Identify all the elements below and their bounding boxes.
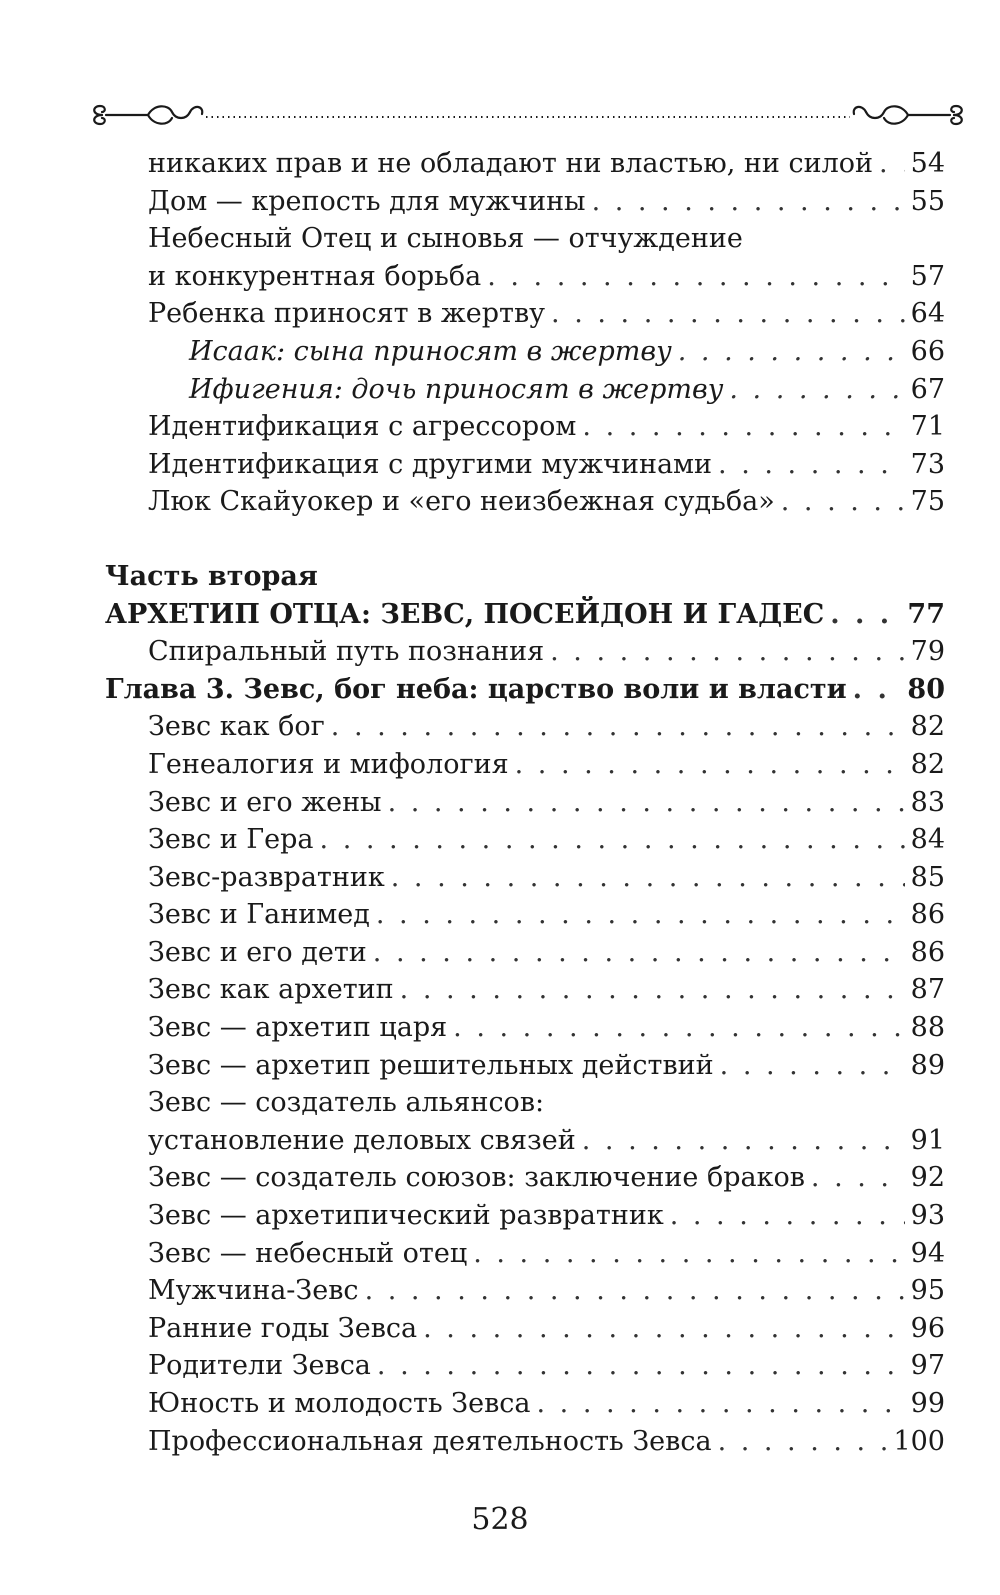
toc-entry-title: никаких прав и не обладают ни властью, ни силой: [148, 148, 873, 179]
dot-leader: [670, 1197, 905, 1235]
toc-entry-page: 83: [910, 786, 945, 818]
dot-leader: [515, 746, 905, 784]
toc-entry-title: Зевс — небесный отец: [148, 1237, 468, 1269]
dot-leader: [720, 1047, 905, 1085]
toc-entry-title: Профессиональная деятельность Зевса: [148, 1425, 712, 1457]
dot-leader: [592, 183, 905, 221]
toc-entry: [105, 1122, 945, 1160]
dot-leader: [718, 446, 905, 484]
dot-leader: [376, 896, 905, 934]
dot-leader: [331, 708, 905, 746]
toc-entry-title: АРХЕТИП ОТЦА: ЗЕВС, ПОСЕЙДОН И ГАДЕС: [105, 598, 825, 630]
toc-entry: [105, 183, 945, 221]
toc-entry: [105, 1047, 945, 1085]
toc-entry: [105, 446, 945, 484]
toc-entry-page: 97: [910, 1350, 945, 1382]
dot-leader: [320, 821, 905, 859]
toc-entry-page: 73: [910, 448, 945, 480]
toc-entry-page: 55: [910, 185, 945, 217]
toc-entry-title: Зевс — архетипический развратник: [148, 1200, 664, 1232]
toc-entry: [105, 1009, 945, 1047]
toc-entry-title: Зевс — создатель альянсов:: [148, 1087, 545, 1119]
toc-entry-title: Глава 3. Зевс, бог неба: царство воли и власти: [105, 673, 847, 705]
dot-leader: [473, 1235, 904, 1273]
dot-leader: [391, 859, 905, 897]
page-number: 528: [471, 1502, 529, 1537]
toc-entry-title: Зевс — архетип решительных действий: [148, 1049, 714, 1081]
toc-entry-page: 57: [910, 260, 945, 292]
toc-entry-title: Зевс как бог: [148, 711, 325, 743]
toc-entry: [105, 220, 945, 258]
dot-leader: [551, 295, 905, 333]
toc-entry: [105, 1385, 945, 1423]
toc-entry-page: 54: [910, 148, 945, 179]
dot-leader: [830, 596, 901, 634]
toc-entry-page: 91: [910, 1124, 945, 1156]
dot-leader: [853, 671, 902, 709]
toc-entry-page: 64: [910, 298, 945, 330]
dot-leader: [781, 483, 905, 521]
toc-entry-page: 86: [910, 899, 945, 931]
toc-entry: [105, 258, 945, 296]
dot-leader: [729, 371, 904, 409]
toc-entry-page: 88: [910, 1012, 945, 1044]
dot-leader: [678, 333, 905, 371]
toc-entry-title: Зевс и его дети: [148, 936, 367, 968]
toc-entry-title: Спиральный путь познания: [148, 636, 545, 668]
toc-entry: [105, 1310, 945, 1348]
toc-entry-title: Часть вторая: [105, 560, 318, 592]
toc-entry-title: Зевс — архетип царя: [148, 1012, 448, 1044]
toc-entry-page: 75: [910, 486, 945, 518]
toc-entry: [105, 408, 945, 446]
table-of-contents: [105, 145, 945, 1460]
toc-entry-page: 100: [893, 1425, 945, 1457]
dot-leader: [537, 1385, 905, 1423]
dot-leader: [365, 1272, 905, 1310]
toc-entry-title: Генеалогия и мифология: [148, 748, 509, 780]
toc-entry-title: Дом — крепость для мужчины: [148, 185, 586, 217]
toc-entry-page: 96: [910, 1312, 945, 1344]
dot-leader: [582, 1122, 905, 1160]
toc-entry-title: Исаак: сына приносят в жертву: [189, 335, 672, 367]
toc-entry-title: Небесный Отец и сыновья — отчуждение: [148, 223, 743, 255]
toc-entry: [105, 371, 945, 409]
toc-entry-title: Люк Скайуокер и «его неизбежная судьба»: [148, 486, 775, 518]
dot-leader: [377, 1347, 905, 1385]
toc-entry-title: Зевс и его жены: [148, 786, 382, 818]
toc-entry-title: Ребенка приносят в жертву: [148, 298, 546, 330]
toc-entry-page: 92: [910, 1162, 945, 1194]
toc-entry-page: 71: [910, 411, 945, 443]
toc-entry-title: Ифигения: дочь приносят в жертву: [189, 373, 724, 405]
toc-entry-title: Мужчина-Зевс: [148, 1275, 359, 1307]
dot-leader: [400, 971, 905, 1009]
toc-entry-title: Зевс как архетип: [148, 974, 394, 1006]
toc-entry: [105, 859, 945, 897]
dot-leader: [879, 145, 905, 183]
toc-entry-title: Идентификация с агрессором: [148, 411, 577, 443]
toc-entry: [105, 896, 945, 934]
toc-entry-page: 95: [910, 1275, 945, 1307]
toc-entry: [105, 934, 945, 972]
toc-entry: [105, 1423, 945, 1461]
dot-leader: [718, 1423, 888, 1461]
toc-entry-title: Идентификация с другими мужчинами: [148, 448, 713, 480]
toc-entry: [105, 596, 945, 634]
toc-entry: [105, 295, 945, 333]
toc-entry: [105, 145, 945, 183]
toc-entry: [105, 558, 945, 596]
toc-entry: [105, 483, 945, 521]
dot-leader: [373, 934, 905, 972]
toc-entry: [105, 746, 945, 784]
toc-entry-page: 66: [910, 335, 945, 367]
toc-entry: [105, 784, 945, 822]
toc-entry-title: установление деловых связей: [148, 1124, 576, 1156]
toc-entry-page: 84: [910, 824, 945, 856]
toc-entry-page: 99: [910, 1388, 945, 1419]
toc-entry-title: Зевс и Гера: [148, 824, 314, 856]
toc-entry-title: и конкурентная борьба: [148, 260, 482, 292]
toc-entry-page: 85: [910, 861, 945, 893]
toc-entry: [105, 1272, 945, 1310]
toc-entry: [105, 1197, 945, 1235]
dot-leader: [487, 258, 904, 296]
toc-entry-title: Ранние годы Зевса: [148, 1312, 418, 1344]
toc-entry-page: 82: [910, 748, 945, 780]
dot-leader: [423, 1310, 905, 1348]
toc-entry-page: 80: [907, 673, 945, 705]
dot-leader: [582, 408, 904, 446]
toc-entry: [105, 671, 945, 709]
toc-entry: [105, 821, 945, 859]
toc-entry: [105, 333, 945, 371]
toc-entry-page: 94: [910, 1237, 945, 1269]
toc-entry: [105, 971, 945, 1009]
toc-entry-page: 89: [910, 1049, 945, 1081]
toc-entry-title: Зевс и Ганимед: [148, 899, 370, 931]
toc-entry-page: 87: [910, 974, 945, 1006]
dot-leader: [811, 1159, 905, 1197]
toc-entry-title: Зевс-развратник: [148, 861, 385, 893]
toc-entry-title: Юность и молодость Зевса: [148, 1388, 531, 1419]
toc-entry: [105, 633, 945, 671]
toc-entry: [105, 1235, 945, 1273]
dot-leader: [550, 633, 905, 671]
header-ornament: [88, 98, 968, 132]
toc-entry-title: Родители Зевса: [148, 1350, 371, 1382]
toc-entry-title: Зевс — создатель союзов: заключение браков: [148, 1162, 805, 1194]
toc-entry: [105, 1159, 945, 1197]
toc-entry-page: 93: [910, 1200, 945, 1232]
toc-entry: [105, 1084, 945, 1122]
toc-entry-page: 67: [910, 373, 945, 405]
toc-entry-page: 77: [907, 598, 945, 630]
dot-leader: [453, 1009, 904, 1047]
toc-entry-page: 79: [910, 636, 945, 668]
toc-entry: [105, 1347, 945, 1385]
toc-entry: [105, 708, 945, 746]
toc-entry-page: 82: [910, 711, 945, 743]
dot-leader: [388, 784, 905, 822]
toc-entry-page: 86: [910, 936, 945, 968]
